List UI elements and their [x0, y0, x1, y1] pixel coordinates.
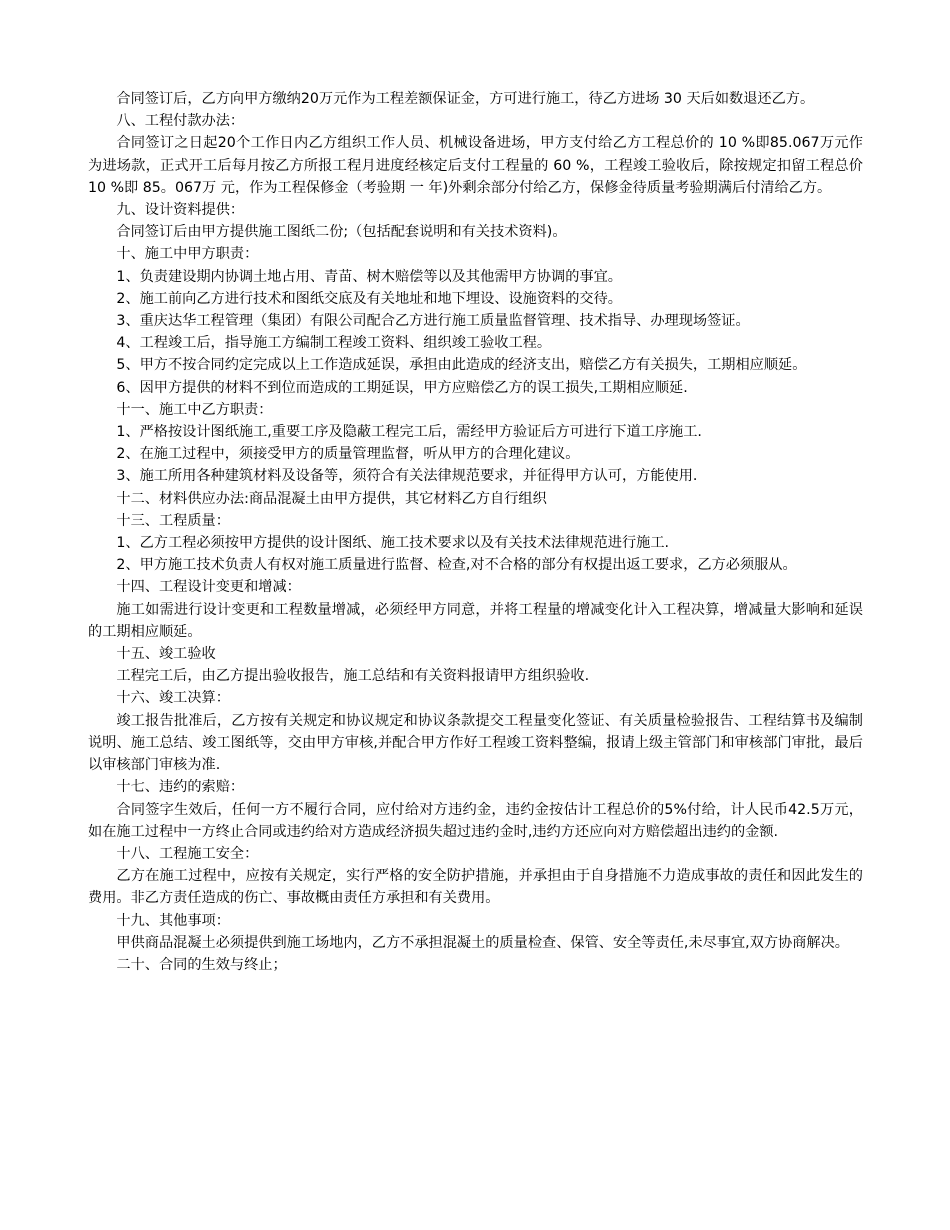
list-item: 2、在施工过程中，须接受甲方的质量管理监督，听从甲方的合理化建议。: [116, 446, 580, 463]
section-heading: 八、工程付款办法：: [116, 113, 245, 130]
section-heading: 十九、其他事项：: [116, 912, 230, 929]
section-heading: 十一、施工中乙方职责：: [116, 401, 273, 418]
list-item: 3、施工所用各种建筑材料及设备等，须符合有关法律规范要求，并征得甲方认可，方能使用.: [116, 468, 698, 485]
section-heading: 十三、工程质量：: [116, 512, 230, 529]
document-body: [88, 88, 863, 976]
section-heading: 十五、竣工验收: [116, 646, 216, 663]
paragraph: 合同签订后由甲方提供施工图纸二份;（包括配套说明和有关技术资料)。: [116, 224, 567, 241]
list-item: 1、负责建设期内协调土地占用、青苗、树木赔偿等以及其他需甲方协调的事宜。: [116, 268, 622, 285]
paragraph: 施工如需进行设计变更和工程数量增减，必须经甲方同意，并将工程量的增减变化计入工程决算，增减量大影响和延误的工期相应顺延。: [88, 601, 863, 640]
section-heading: 十六、竣工决算：: [116, 690, 230, 707]
list-item: 1、严格按设计图纸施工,重要工序及隐蔽工程完工后，需经甲方验证后方可进行下道工序施工.: [116, 424, 702, 441]
paragraph: 合同签订之日起20个工作日内乙方组织工作人员、机械设备进场，甲方支付给乙方工程总价的 10 %即85.067万元作为进场款，正式开工后每月按乙方所报工程月进度经核定后支付工程量的 60 %，工程竣工验收后，除按规定扣留工程总价 10 %即 85。067万 元，作为工程保修金（考验期 一 年)外剩余部分付给乙方，保修金待质量考验期满后付清给乙方。: [88, 135, 863, 196]
list-item: 2、甲方施工技术负责人有权对施工质量进行监督、检查,对不合格的部分有权提出返工要求，乙方必须服从。: [116, 557, 797, 574]
list-item: 5、甲方不按合同约定完成以上工作造成延误，承担由此造成的经济支出，赔偿乙方有关损失，工期相应顺延。: [116, 357, 807, 374]
section-heading: 十七、违约的索赔：: [116, 779, 245, 796]
section-heading: 十四、工程设计变更和增减：: [116, 579, 301, 596]
section-heading: 十八、工程施工安全：: [116, 845, 259, 862]
paragraph: 合同签订后，乙方向甲方缴纳20万元作为工程差额保证金，方可进行施工，待乙方进场 30 天后如数退还乙方。: [116, 91, 815, 107]
list-item: 3、重庆达华工程管理（集团）有限公司配合乙方进行施工质量监督管理、技术指导、办理现场签证。: [116, 313, 750, 330]
paragraph: 竣工报告批准后，乙方按有关规定和协议规定和协议条款提交工程量变化签证、有关质量检验报告、工程结算书及编制说明、施工总结、竣工图纸等，交由甲方审核,并配合甲方作好工程竣工资料整编，报请上级主管部门和审核部门审批，最后以审核部门审核为准.: [88, 712, 863, 774]
list-item: 4、工程竣工后，指导施工方编制工程竣工资料、组织竣工验收工程。: [116, 335, 552, 352]
paragraph: 乙方在施工过程中，应按有关规定，实行严格的安全防护措施，并承担由于自身措施不力造成事故的责任和因此发生的费用。非乙方责任造成的伤亡、事故概由责任方承担和有关费用。: [88, 868, 863, 907]
list-item: 6、因甲方提供的材料不到位而造成的工期延误，甲方应赔偿乙方的误工损失,工期相应顺延.: [116, 379, 688, 396]
list-item: 2、施工前向乙方进行技术和图纸交底及有关地址和地下埋设、设施资料的交待。: [116, 290, 622, 307]
section-heading: 十、施工中甲方职责：: [116, 246, 259, 263]
paragraph: 合同签字生效后，任何一方不履行合同，应付给对方违约金，违约金按估计工程总价的5%付给，计人民币42.5万元，如在施工过程中一方终止合同或违约给对方造成经济损失超过违约金时,违约方还应向对方赔偿超出违约的金额.: [88, 801, 863, 840]
paragraph: 工程完工后，由乙方提出验收报告，施工总结和有关资料报请甲方组织验收.: [116, 668, 590, 685]
list-item: 1、乙方工程必须按甲方提供的设计图纸、施工技术要求以及有关技术法律规范进行施工.: [116, 535, 670, 552]
paragraph: 甲供商品混凝土必须提供到施工场地内，乙方不承担混凝土的质量检查、保管、安全等责任,未尽事宜,双方协商解决。: [116, 934, 849, 951]
section-heading: 十二、材料供应办法:商品混凝土由甲方提供，其它材料乙方自行组织: [116, 490, 547, 507]
section-heading: 二十、合同的生效与终止；: [116, 956, 287, 973]
section-heading: 九、设计资料提供：: [116, 202, 245, 219]
